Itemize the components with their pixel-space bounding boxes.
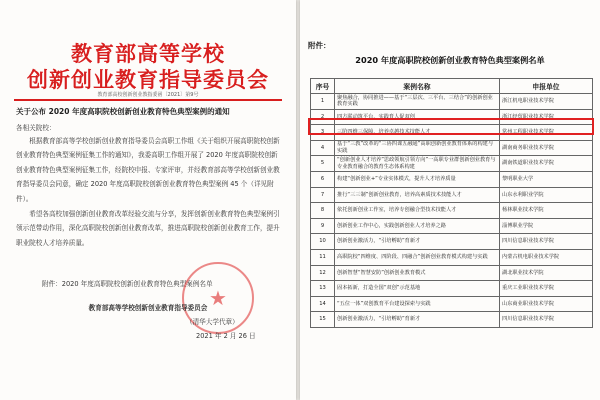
row-applicant-unit: 重庆工业职业技术学院 (500, 281, 593, 297)
table-title: 2020 年度高职院校创新创业教育特色典型案例名单 (355, 55, 545, 65)
row-number: 14 (311, 296, 335, 312)
row-number: 5 (311, 156, 335, 172)
body-paragraph-1 (16, 134, 284, 206)
row-case-name: “创新创业人才培养”思政领航引领方向”一高职专业群创新创业教育与专业教育融合的教育生态体系构建 (335, 156, 500, 172)
row-applicant-unit: 四川信息职业技术学院 (500, 312, 593, 328)
row-applicant-unit: 四川信息职业技术学院 (500, 234, 593, 250)
table-row (311, 94, 593, 110)
table-row (311, 125, 593, 141)
signature-organization: 教育部高等学校创新创业教育指导委员会 (88, 304, 208, 312)
table-row (311, 249, 593, 265)
row-number: 12 (311, 265, 335, 281)
table-row (311, 203, 593, 219)
table-row (311, 187, 593, 203)
row-number: 8 (311, 203, 335, 219)
row-case-name: 创新智慧“智慧安防”创新创业教育模式 (335, 265, 500, 281)
table-row (311, 218, 593, 234)
row-case-name: 创新创业激活力，“引培孵助”育新才 (335, 312, 500, 328)
row-number: 11 (311, 249, 335, 265)
row-number: 2 (311, 109, 335, 125)
row-applicant-unit: 山东水利职业学院 (500, 187, 593, 203)
attachment-note: 附件：2020 年度高职院校创新创业教育特色典型案例名单 (42, 280, 213, 288)
row-case-name: 基于“三教”改革的“三协四课五融通”高职创新创业教育体系的构建与实践 (335, 140, 500, 156)
table-header-row (311, 79, 593, 94)
table-row (311, 281, 593, 297)
body-paragraph-2-text: 希望各高校加强创新创业教育改革经验交流与分享，发挥创新创业教育特色典型案例引领示范带动作用，深化高职院校创新创业教育改革，推进高职院校创新创业教育工作，提升职业院校人才培养质量。 (16, 210, 280, 247)
row-applicant-unit: 黎明职业大学 (500, 171, 593, 187)
row-case-name: 创新创业激活力，“引培孵助”育新才 (335, 234, 500, 250)
table-row (311, 296, 593, 312)
table-body (311, 94, 593, 328)
header-number: 序号 (311, 79, 335, 94)
row-case-name: 推行“三三制”创新创业教育，培养高素质技术技能人才 (335, 187, 500, 203)
row-case-name: 聚焦融合，协同推进——基于“三层次、三平台、三结合”的创新创业教育实践 (335, 94, 500, 110)
row-applicant-unit: 淄博职业学院 (500, 218, 593, 234)
row-applicant-unit: 浙江经贸职业技术学院 (500, 109, 593, 125)
header-case-name: 案例名称 (335, 79, 500, 94)
table-row (311, 109, 593, 125)
row-case-name: 创新创业工作中心，实践创新创业人才培养之路 (335, 218, 500, 234)
row-number: 7 (311, 187, 335, 203)
red-divider (14, 99, 282, 101)
header-applicant-unit: 申报单位 (500, 79, 593, 94)
row-number: 13 (311, 281, 335, 297)
row-applicant-unit: 常州工程职业技术学院 (500, 125, 593, 141)
row-number: 4 (311, 140, 335, 156)
row-case-name: 三阶四维三保障，培养卓越技术技能人才 (335, 125, 500, 141)
issuer-title-line1: 教育部高等学校 (71, 41, 225, 66)
table-row (311, 171, 593, 187)
body-paragraph-2 (16, 207, 284, 250)
table-row (311, 312, 593, 328)
row-case-name: 高职院校“四维度、四阶段、四融合”创新创业教育模式构建与实践 (335, 249, 500, 265)
table-row (311, 234, 593, 250)
row-number: 9 (311, 218, 335, 234)
row-number: 3 (311, 125, 335, 141)
row-applicant-unit: 湖南商务职业技术学院 (500, 140, 593, 156)
row-number: 6 (311, 171, 335, 187)
issuer-title-line2: 创新创业教育指导委员会 (27, 67, 269, 92)
salutation: 各相关院校： (16, 124, 56, 132)
row-number: 15 (311, 312, 335, 328)
attachment-page (300, 0, 600, 400)
signature-date: 2021 年 2 月 26 日 (196, 332, 256, 340)
table-row (311, 140, 593, 156)
row-case-name: 依托创新创业工作室，培养专创融合型技术技能人才 (335, 203, 500, 219)
table-row (311, 265, 593, 281)
body-paragraph-1-text: 根据教育部高等学校创新创业教育指导委员会高职工作组《关于组织开展高职院校创新创业教育特色典型案例征集工作的通知》，我委高职工作组开展了 2020 年度高职院校创新创业教育特色典型案例征集工作，经院校申报、专家评审，并经教育部高等学校创新创业教育指导委员会同意，确定 2020 年度高职院校创新创业教育特色典型案例 45 个（详见附件）。 (16, 137, 280, 203)
row-applicant-unit: 内蒙古机电职业技术学院 (500, 249, 593, 265)
row-applicant-unit: 湖北职业技术学院 (500, 265, 593, 281)
seal-star-icon: ★ (209, 286, 227, 310)
notice-title: 关于公布 2020 年度高职院校创新创业教育特色典型案例的通知 (16, 107, 230, 116)
attachment-label: 附件： (308, 41, 331, 50)
row-case-name: 四方联动筑平台，实践育人促双创 (335, 109, 500, 125)
row-number: 1 (311, 94, 335, 110)
row-applicant-unit: 杨林职业技术学院 (500, 203, 593, 219)
signature-proxy: （清华大学代章） (186, 318, 239, 326)
table-row (311, 156, 593, 172)
document-number: 教育部高校创新创业教指委函〔2021〕第9号 (97, 92, 199, 98)
row-case-name: “五位一体”双创教育平台建设探索与实践 (335, 296, 500, 312)
row-applicant-unit: 山东商业职业技术学院 (500, 296, 593, 312)
notice-page (0, 0, 296, 400)
row-applicant-unit: 湖南铁道职业技术学院 (500, 156, 593, 172)
case-list-table (310, 78, 593, 328)
row-number: 10 (311, 234, 335, 250)
row-case-name: 固本拓新，打造全国“双创”示范基地 (335, 281, 500, 297)
row-case-name: 构建“创新创业+”专业实体模式，提升人才培养质量 (335, 171, 500, 187)
row-applicant-unit: 浙江机电职业技术学院 (500, 94, 593, 110)
